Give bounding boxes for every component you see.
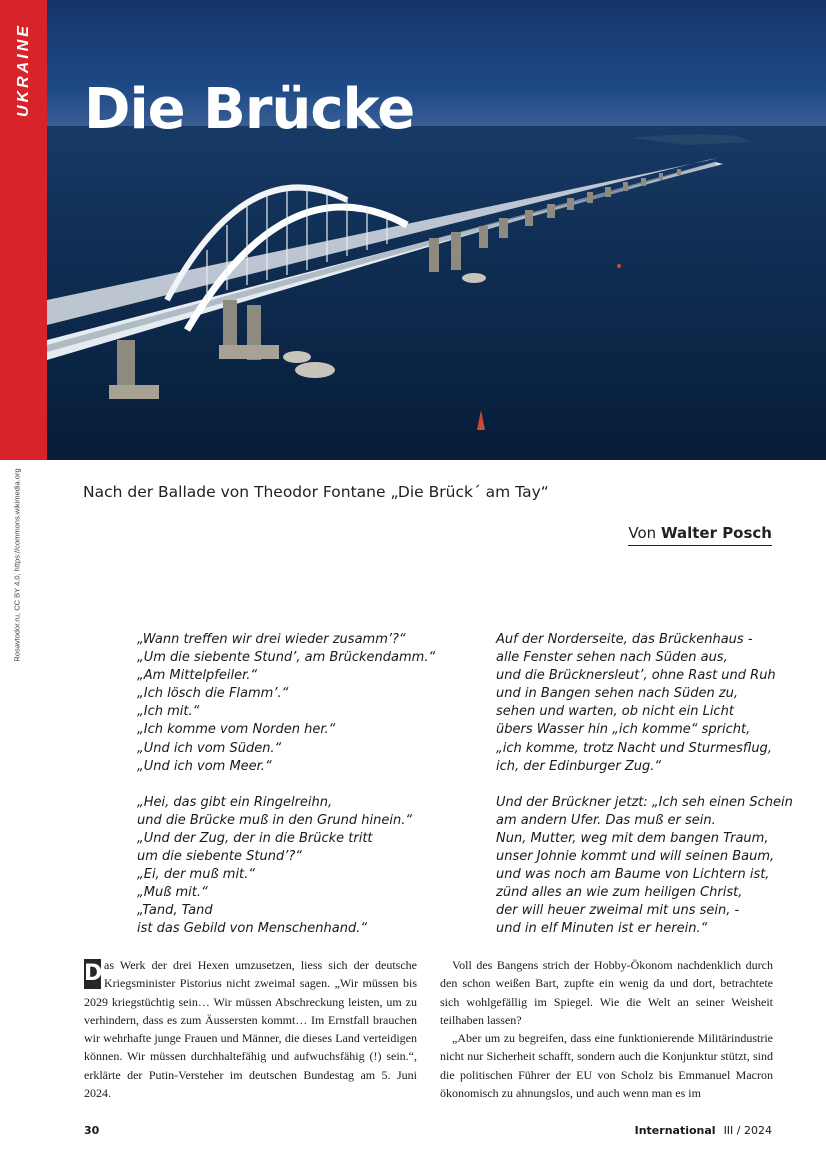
magazine-name: International	[634, 1124, 716, 1137]
poem-line: „Und ich vom Süden.“	[137, 740, 282, 756]
poem-line: der will heuer zweimal mit uns sein, -	[496, 903, 740, 919]
page-number: 30	[84, 1124, 100, 1137]
article-paragraph: Voll des Bangens strich der Hobby-Ökonom nachdenklich durch den schon weißen Bart, zupfte ein wenig da und dort, betrachtete sich wohlgefällig im Spiegel. Wie die Welt an seiner Weisheit teilhaben lassen?	[440, 958, 773, 1027]
poem-line: am andern Ufer. Das muß er sein.	[496, 812, 716, 828]
poem-line: um die siebente Stund’?“	[137, 849, 302, 865]
photo-credit: Rosavtodor.ru, CC BY 4.0, https://commons.wikimedia.org	[12, 468, 22, 662]
poem-line: alle Fenster sehen nach Süden aus,	[496, 650, 728, 666]
poem-line: ich, der Edinburger Zug.“	[496, 758, 662, 774]
poem-line: und in elf Minuten ist er herein.“	[496, 921, 708, 937]
poem-line: übers Wasser hin „ich komme“ spricht,	[496, 722, 751, 738]
article-column-left	[84, 956, 417, 1102]
poem-line: und die Brücke muß in den Grund hinein.“	[137, 812, 413, 828]
article-title: Die Brücke	[84, 77, 415, 142]
poem-line: „Muß mit.“	[137, 885, 208, 901]
magazine-footer	[635, 1124, 772, 1137]
article-paragraph: D as Werk der drei Hexen umzusetzen, liess sich der deutsche Kriegsminister Pistorius nicht zweimal sagen. „Wir müssen bis 2029 kriegstüchtig sein… Wir müssen Abschreckung leisten, um zu verhindern, dass es zum Äussersten kommt… Im Ernstfall brauchen wir wehrhafte junge Frauen und Männer, die dieses Land verteidigen können. Wir müssen durchhaltefähig und aufwuchsfähig (!) sein.“, erklärte der Putin-Versteher im deutschen Bundestag am 5. Juni 2024.	[84, 958, 417, 1101]
poem-line: „Und der Zug, der in die Brücke tritt	[137, 830, 373, 846]
poem-line: „Ich mit.“	[137, 704, 200, 720]
poem-line: zünd alles an wie zum heiligen Christ,	[496, 885, 743, 901]
poem-line: „Um die siebente Stund’, am Brückendamm.“	[137, 650, 436, 666]
poem-line: „Ich lösch die Flamm’.“	[137, 686, 289, 702]
poem-line: „Ei, der muß mit.“	[137, 867, 256, 883]
article-column-right	[440, 956, 773, 1102]
poem-column-left	[137, 631, 435, 939]
poem-line: „Ich komme vom Norden her.“	[137, 722, 336, 738]
poem-line: „Und ich vom Meer.“	[137, 758, 272, 774]
poem-line: und die Brücknersleut’, ohne Rast und Ruh	[496, 668, 776, 684]
poem-line: und was noch am Baume von Lichtern ist,	[496, 867, 770, 883]
poem-line: „Am Mittelpfeiler.“	[137, 668, 258, 684]
poem-line: „Hei, das gibt ein Ringelreihn,	[137, 794, 333, 810]
bridge-photo	[47, 0, 826, 460]
poem-line: Und der Brückner jetzt: „Ich seh einen Schein	[496, 794, 793, 810]
poem-line: ist das Gebild von Menschenhand.“	[137, 921, 368, 937]
byline: Von Walter Posch	[628, 524, 772, 546]
poem-line: unser Johnie kommt und will seinen Baum,	[496, 849, 775, 865]
article-paragraph: „Aber um zu begreifen, dass eine funktionierende Militärindustrie nicht nur Sicherheit schafft, sondern auch die Konjunktur stützt, sind die politischen Führer der EU von Scholz bis Emmanuel Macron ökonomisch zu ahnungslos, und auch wenn man es im	[440, 1031, 773, 1101]
poem-line: „Tand, Tand	[137, 903, 213, 919]
poem-column-right	[496, 631, 793, 939]
author-name: Walter Posch	[660, 524, 772, 542]
poem-line: „ich komme, trotz Nacht und Sturmesflug,	[496, 740, 772, 756]
article-subtitle: Nach der Ballade von Theodor Fontane „Die Brück´ am Tay“	[83, 483, 549, 501]
poem-line: Auf der Norderseite, das Brückenhaus -	[496, 632, 753, 647]
poem-line: und in Bangen sehen nach Süden zu,	[496, 686, 739, 702]
hero-photo	[47, 0, 826, 460]
drop-cap: D	[84, 959, 101, 989]
poem-line: „Wann treffen wir drei wieder zusamm’?“	[137, 632, 406, 647]
issue-number: III / 2024	[723, 1124, 772, 1137]
poem-line: sehen und warten, ob nicht ein Licht	[496, 704, 734, 720]
section-label: UKRAINE	[15, 23, 32, 117]
poem-line: Nun, Mutter, weg mit dem bangen Traum,	[496, 830, 769, 846]
